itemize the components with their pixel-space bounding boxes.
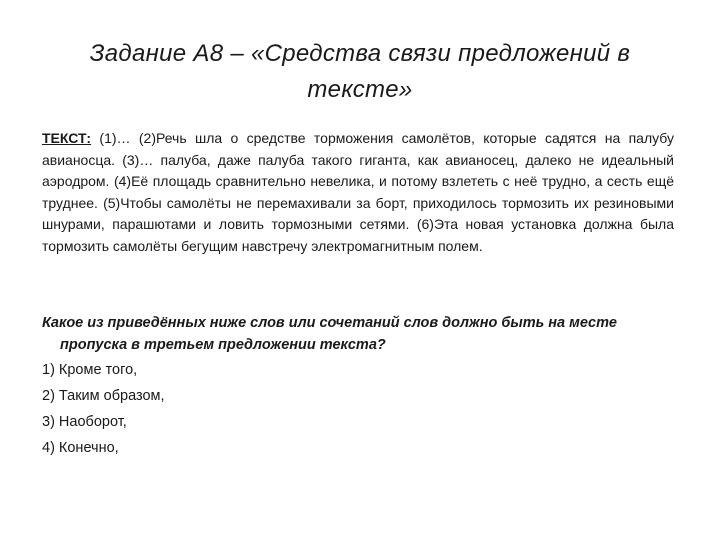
- title-line-2: тексте»: [307, 76, 413, 103]
- question-text: Какое из приведённых ниже слов или сочетаний слов должно быть на месте пропуска в третьем предложении текста?: [42, 315, 617, 353]
- title-line-1: Задание А8 – «Средства связи предложений в: [89, 40, 631, 67]
- slide-title: [60, 36, 660, 108]
- answer-option-3: 3) Наоборот,: [42, 414, 127, 430]
- text-label: ТЕКСТ:: [42, 130, 92, 146]
- question-block: [42, 312, 682, 463]
- answer-option-1: 1) Кроме того,: [42, 362, 138, 378]
- answer-option-2: 2) Таким образом,: [42, 388, 165, 404]
- text-body: (1)… (2)Речь шла о средстве торможения самолётов, которые садятся на палубу авианосца. (3)… палуба, даже палуба такого гиганта, как авианосец, далеко не идеальный аэродром. (4)Её площадь сравнительно невелика, и потому взлететь с неё трудно, а сесть ещё труднее. (5)Чтобы самолёты не перемахивали за борт, приходилось тормозить их резиновыми шнурами, парашютами и ловить тормозными сетями. (6)Эта новая установка должна была тормозить самолёты бегущим навстречу электромагнитным полем.: [42, 130, 674, 254]
- text-passage: [42, 128, 674, 257]
- answer-option-4: 4) Конечно,: [42, 440, 119, 456]
